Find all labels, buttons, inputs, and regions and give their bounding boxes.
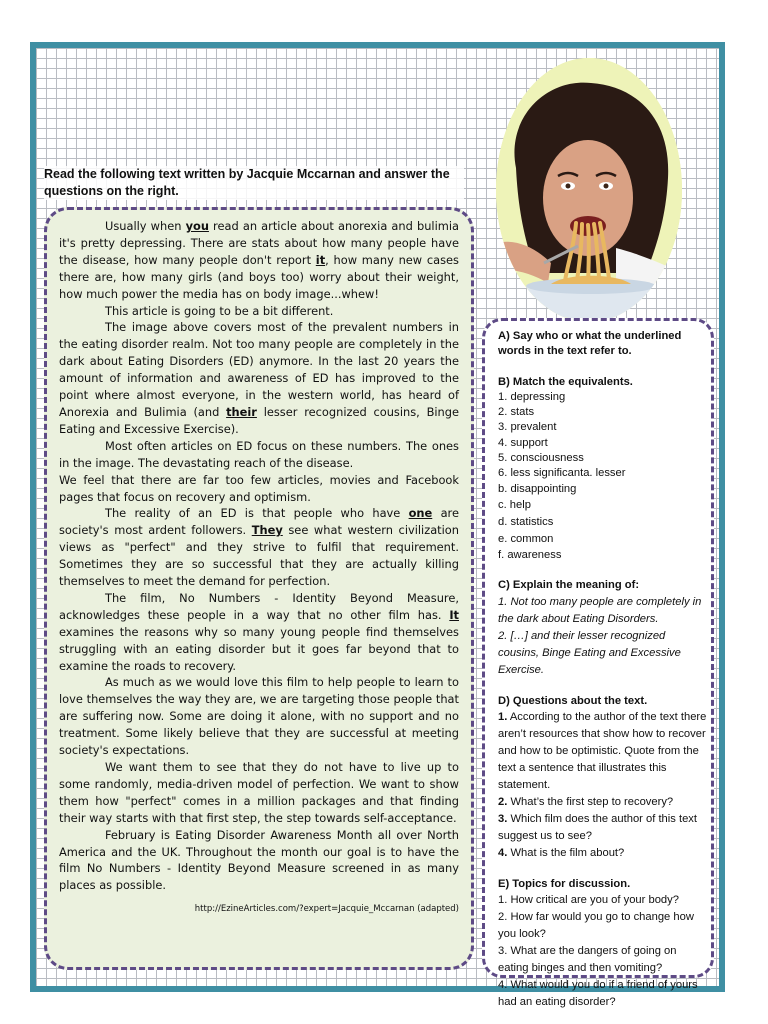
explain-item: 2. […] and their lesser recognized cousins, Binge Eating and Excessive Exercise. [498,629,681,676]
match-item: f. awareness [498,548,562,561]
article-paragraph [59,218,459,303]
question-item [498,709,708,794]
discussion-item: 4. What would you do if a friend of yours had an eating disorder? [498,979,698,1009]
discussion-item: 1. How critical are you of your body? [498,894,679,907]
question-item [498,845,708,862]
section-c-heading: C) Explain the meaning of: [498,579,640,592]
questions-box [482,318,714,1009]
article-paragraph: Most often articles on ED focus on these numbers. The ones in the image. The devastating reach of the disease. [59,438,459,470]
section-a-heading: A) Say who or what the underlined words in the text refer to. [498,330,682,358]
text-span: examines the reasons why so many young people find themselves struggling with an eating disorder but it goes far beyond that to examine the roads to recovery. [59,624,459,673]
match-item: e. common [498,532,554,545]
text-span: The image above covers most of the prevalent numbers in the eating disorder realm. Not too many people are completely in the dark about Eating Disorders (ED) anymore. In the last 20 years the amount of information and awareness of ED has improved to the point where almost everyone, in the western world, has heard of Anorexia and Bulimia (and [59,320,459,419]
match-item: 3. prevalent [498,421,557,434]
match-item: 6. less significanta. lesser [498,467,626,480]
question-text: What is the film about? [507,846,625,859]
match-item: 1. depressing [498,390,566,403]
question-number: 3. [498,812,508,825]
text-span: see what western civilization views as "perfect" and they strive to fulfil that requirement. Sometimes they are so successful that they are actually killing themselves to meet the demand for perfection. [59,523,459,589]
question-number: 1. [498,710,508,723]
article-paragraph: We feel that there are far too few articles, movies and Facebook pages that focus on recovery and optimism. [59,472,459,504]
discussion-item: 3. What are the dangers of going on eating binges and then vomiting? [498,945,677,975]
discussion-item: 2. How far would you go to change how you look? [498,911,694,941]
text-span: lesser recognized cousins, Binge Eating and Excessive Exercise). [59,404,460,436]
section-e-heading: E) Topics for discussion. [498,877,631,890]
article-text [59,218,459,894]
match-item: c. help [498,498,531,511]
section-b-heading: B) Match the equivalents. [498,375,633,388]
section-d-heading: D) Questions about the text. [498,694,648,707]
match-item: d. statistics [498,515,554,528]
underlined-word-it-2: It [449,607,459,622]
article-paragraph: We want them to see that they do not have to live up to some randomly, media-driven model of perfection. We want to show them how "perfect" comes in a million packages and that finding their way starts with that first step, the step towards self-acceptance. [59,760,459,825]
text-span: Usually when [105,219,186,233]
match-item: 4. support [498,436,548,449]
text-span: , how many new cases there are, how many girls (and boys too) worry about their weight, how much power the media has on body image...whew! [59,252,459,301]
article-paragraph [59,505,459,590]
match-item: 2. stats [498,406,535,419]
questions-list [498,329,708,1011]
question-text: What’s the first step to recovery? [507,795,674,808]
text-span: The reality of an ED is that people who have [105,506,409,521]
question-number: 4. [498,846,508,859]
match-item: b. disappointing [498,482,577,495]
question-text: Which film does the author of this text suggest us to see? [498,812,697,842]
explain-item: 1. Not too many people are completely in the dark about Eating Disorders. [498,595,702,625]
instruction-text: Read the following text written by Jacquie Mccarnan and answer the questions on the right. [44,166,464,200]
question-item [498,811,708,845]
text-span: read an article about anorexia and bulimia it's pretty depressing. There are stats about how many people have the disease, how many people don't report [59,219,459,267]
underlined-word-you: you [185,219,209,233]
match-item: 5. consciousness [498,452,584,465]
article-paragraph [59,590,459,675]
source-citation: http://EzineArticles.com/?expert=Jacquie_Mccarnan (adapted) [194,904,459,915]
underlined-word-one: one [408,506,433,521]
text-span: The film, No Numbers - Identity Beyond Measure, acknowledges these people in a way that no other film has. [59,590,459,622]
article-paragraph: As much as we would love this film to help people to learn to love themselves the way they are, we are targeting those people that are suffering now. Some are doing it alone, with no support and no treatment. Some likely believe that they are successful at meeting society's expectations. [59,675,459,758]
article-paragraph [59,319,459,437]
question-number: 2. [498,795,508,808]
underlined-word-their: their [226,404,257,419]
photo-illustration [496,58,682,322]
article-box [44,207,474,970]
underlined-word-it: it [315,252,326,267]
question-item [498,794,708,811]
article-paragraph: February is Eating Disorder Awareness Month all over North America and the UK. Throughout the month our goal is to have the film No Numbers - Identity Beyond Measure screened in as many places as possible. [59,827,459,893]
woman-eating-spaghetti-image [496,58,682,322]
underlined-word-they: They [251,523,283,538]
text-span: are society's most ardent followers. [59,506,459,538]
article-paragraph: This article is going to be a bit different. [105,303,334,318]
question-text: According to the author of the text there aren’t resources that show how to recover and how to be optimistic. Quote from the text a sentence that illustrates this statement. [498,710,707,791]
